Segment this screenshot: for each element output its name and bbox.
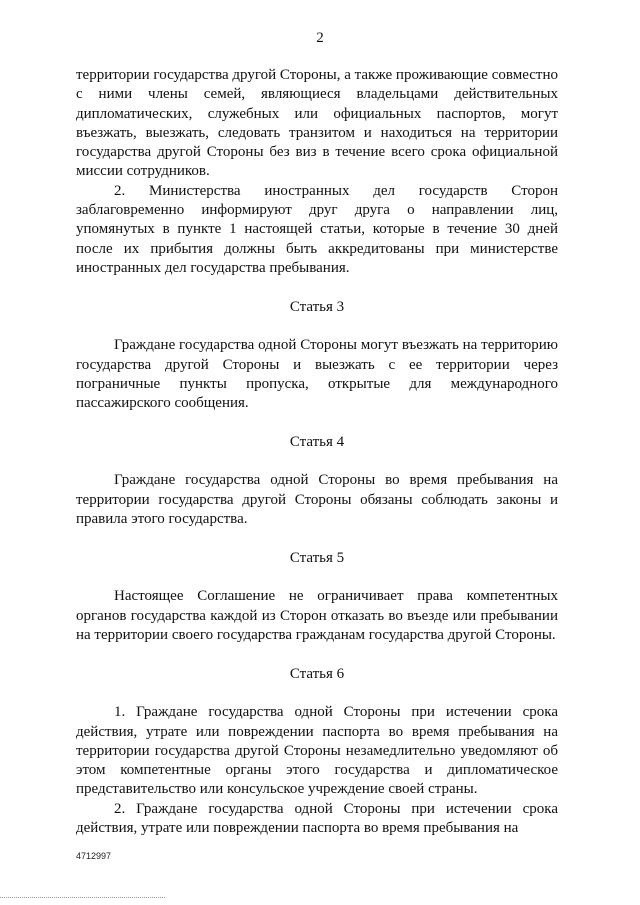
article-3-heading: Статья 3 — [289, 299, 345, 316]
footer-divider — [0, 897, 165, 898]
article-3-text: Граждане государства одной Стороны могут въезжать на территорию государства другой Стороны и выезжать с ее территории через пограничные пункты пропуска, открытые для международного пассажирского сообщения. — [76, 337, 558, 412]
article-4-text: Граждане государства одной Стороны во время пребывания на территории государства другой Стороны обязаны соблюдать законы и правила этого государства. — [76, 472, 558, 528]
document-code: 4712997 — [76, 851, 112, 861]
article-5-heading: Статья 5 — [289, 550, 345, 567]
article-6-heading: Статья 6 — [289, 666, 345, 683]
document-body — [76, 66, 558, 838]
article-6-paragraph-2: 2. Граждане государства одной Стороны при истечении срока действия, утрате или повреждении паспорта во время пребывания на — [76, 800, 558, 837]
paragraph-intro-item-2: 2. Министерства иностранных дел государств Сторон заблаговременно информируют друг друга о направлении лиц, упомянутых в пункте 1 настоящей статьи, которые в течение 30 дней после их прибытия должны быть аккредитованы при министерстве иностранных дел государства пребывания. — [76, 182, 558, 276]
article-6-paragraph-1: 1. Граждане государства одной Стороны при истечении срока действия, утрате или повреждении паспорта во время пребывания на территории государства другой Стороны незамедлительно уведомляют об этом компетентные органы этого государства и дипломатическое представительство или консульское учреждение своей страны. — [76, 704, 558, 798]
article-5-text: Настоящее Соглашение не ограничивает права компетентных органов государства каждой из Сторон отказать во въезде или пребывании на территории своего государства гражданам государства другой Стороны. — [76, 588, 558, 643]
page-number: 2 — [316, 30, 324, 46]
article-4-heading: Статья 4 — [289, 434, 345, 451]
paragraph-intro-continuation: территории государства другой Стороны, а также проживающие совместно с ними члены семей, являющиеся владельцами действительных дипломатических, служебных или официальных паспортов, могут въезжать, выезжать, следовать транзитом и находиться на территории государства другой Стороны без виз в течение всего срока официальной миссии сотрудников. — [76, 67, 558, 180]
